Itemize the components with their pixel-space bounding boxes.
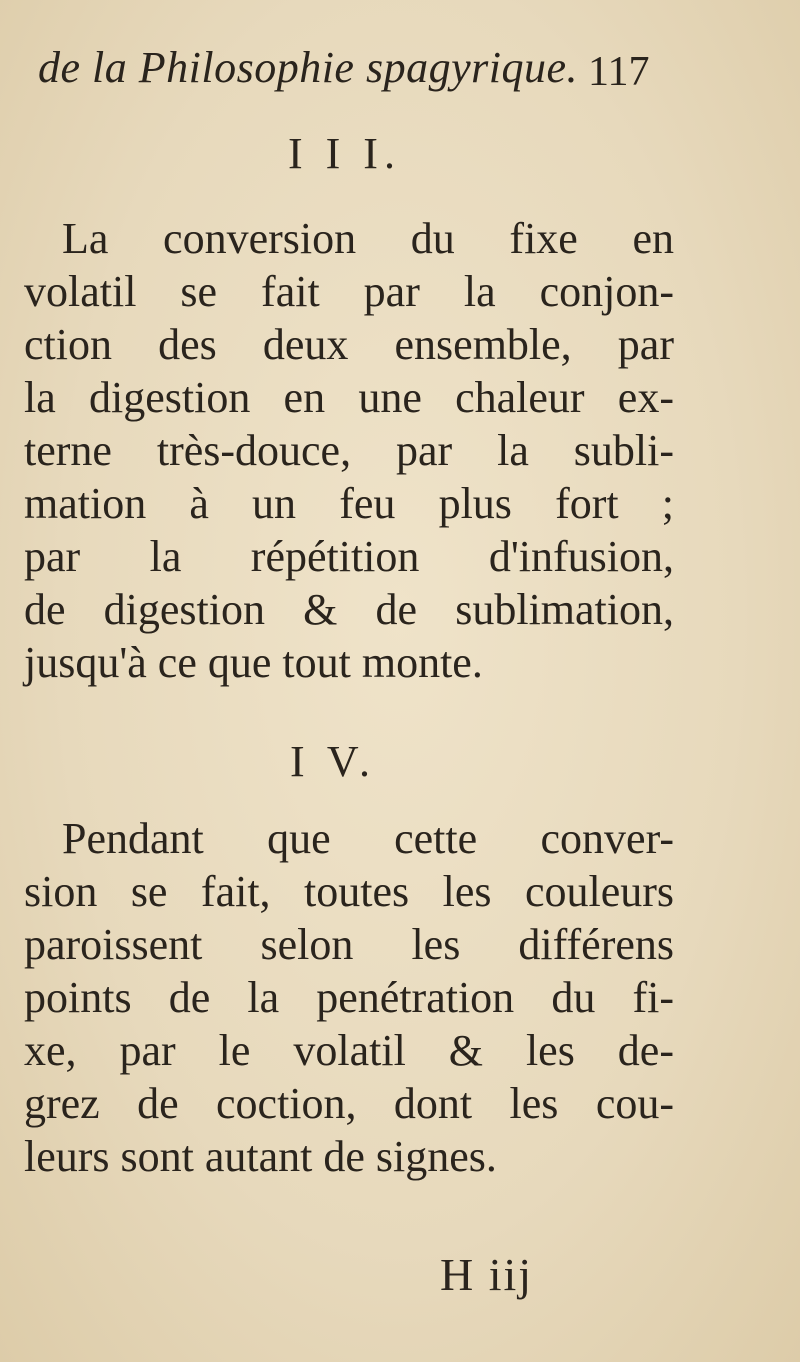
- text-line: la digestion en une chaleur ex-: [24, 373, 674, 422]
- text-line: de digestion & de sublimation,: [24, 585, 674, 634]
- text-line: sion se fait, toutes les couleurs: [24, 867, 674, 916]
- text-line: La conversion du fixe en: [62, 214, 674, 263]
- text-line: par la répétition d'infusion,: [24, 532, 674, 581]
- text-line: mation à un feu plus fort ;: [24, 479, 674, 528]
- section-4-text: [24, 812, 674, 1183]
- text-line: xe, par le volatil & les de-: [24, 1026, 674, 1075]
- running-title: de la Philosophie spagyrique.: [38, 43, 578, 92]
- text-line: paroissent selon les différens: [24, 920, 674, 969]
- text-line: ction des deux ensemble, par: [24, 320, 674, 369]
- section-3-text: [24, 212, 674, 689]
- page-number: 117: [588, 49, 650, 95]
- signature-mark: H iij: [440, 1249, 534, 1300]
- text-line: grez de coction, dont les cou-: [24, 1079, 674, 1128]
- section-number-3: I I I.: [288, 129, 401, 178]
- text-line: Pendant que cette conver-: [62, 814, 674, 863]
- text-line: terne très-douce, par la subli-: [24, 426, 674, 475]
- text-line: jusqu'à ce que tout monte.: [24, 638, 483, 687]
- section-number-4: I V.: [290, 737, 376, 786]
- text-line: leurs sont autant de signes.: [24, 1132, 497, 1181]
- text-line: volatil se fait par la conjon-: [24, 267, 674, 316]
- text-line: points de la penétration du fi-: [24, 973, 674, 1022]
